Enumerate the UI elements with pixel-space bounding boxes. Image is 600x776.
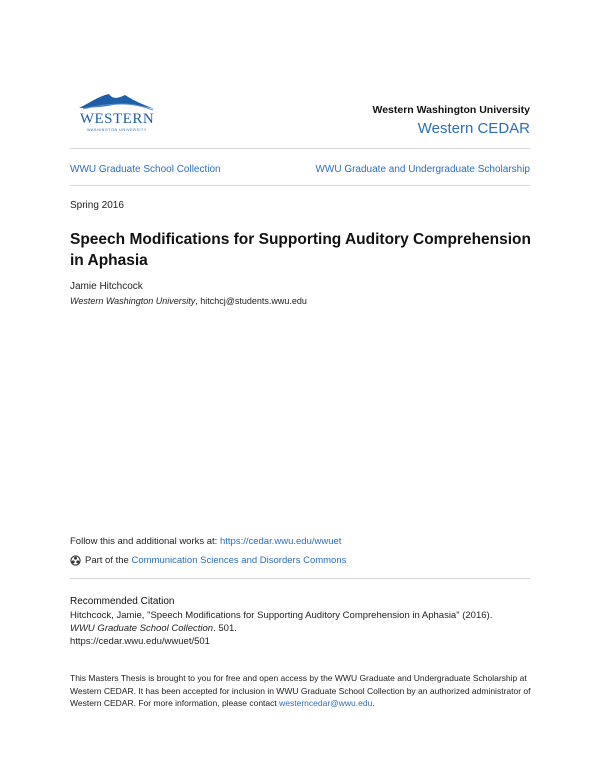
repository-link[interactable]: Western CEDAR <box>417 120 530 137</box>
affiliation-name: Western Washington University <box>70 296 196 306</box>
author-email: hitchcj@students.wwu.edu <box>200 296 307 306</box>
part-of-line <box>70 555 346 566</box>
svg-text:WASHINGTON UNIVERSITY: WASHINGTON UNIVERSITY <box>87 128 147 132</box>
document-title: Speech Modifications for Supporting Auditory Comprehension in Aphasia <box>70 231 531 269</box>
citation-heading: Recommended Citation <box>70 596 175 607</box>
access-notice <box>70 672 540 710</box>
contact-email-link[interactable]: westerncedar@wwu.edu <box>279 698 373 708</box>
institution-name: Western Washington University <box>372 104 530 116</box>
follow-link[interactable]: https://cedar.wwu.edu/wwuet <box>219 536 342 547</box>
scholarship-link[interactable]: WWU Graduate and Undergraduate Scholarship <box>315 164 530 175</box>
divider <box>70 578 530 579</box>
collection-name: WWU Graduate School Collection <box>70 623 214 634</box>
author-affiliation <box>70 296 307 306</box>
divider <box>70 148 530 149</box>
discipline-link[interactable]: Communication Sciences and Disorders Commons <box>131 555 347 566</box>
citation-number: . 501. <box>213 623 237 634</box>
network-icon <box>70 555 81 566</box>
notice-end: . <box>372 698 375 708</box>
western-logo <box>77 92 157 134</box>
follow-prefix: Follow this and additional works at: <box>70 536 220 547</box>
publication-date: Spring 2016 <box>70 200 124 211</box>
author-name: Jamie Hitchcock <box>70 281 143 292</box>
divider <box>70 185 530 186</box>
citation-url[interactable]: https://cedar.wwu.edu/wwuet/501 <box>70 636 210 647</box>
citation-text: Hitchcock, Jamie, "Speech Modifications for Supporting Auditory Comprehension in Aphasia" (2016). <box>70 610 493 621</box>
notice-text: This Masters Thesis is brought to you for free and open access by the WWU Graduate and Undergraduate Scholarship at Western CEDAR. It has been accepted for inclusion in WWU Graduate School Collection by an authorized administrator of Western CEDAR. For more information, please contact <box>70 673 531 708</box>
svg-text:WESTERN: WESTERN <box>79 111 155 127</box>
citation-collection <box>70 623 237 634</box>
follow-line <box>70 536 341 547</box>
mountain-logo-icon <box>77 92 157 134</box>
separator: , <box>195 296 201 306</box>
collection-link[interactable]: WWU Graduate School Collection <box>70 164 221 175</box>
partof-prefix: Part of the <box>85 555 129 566</box>
